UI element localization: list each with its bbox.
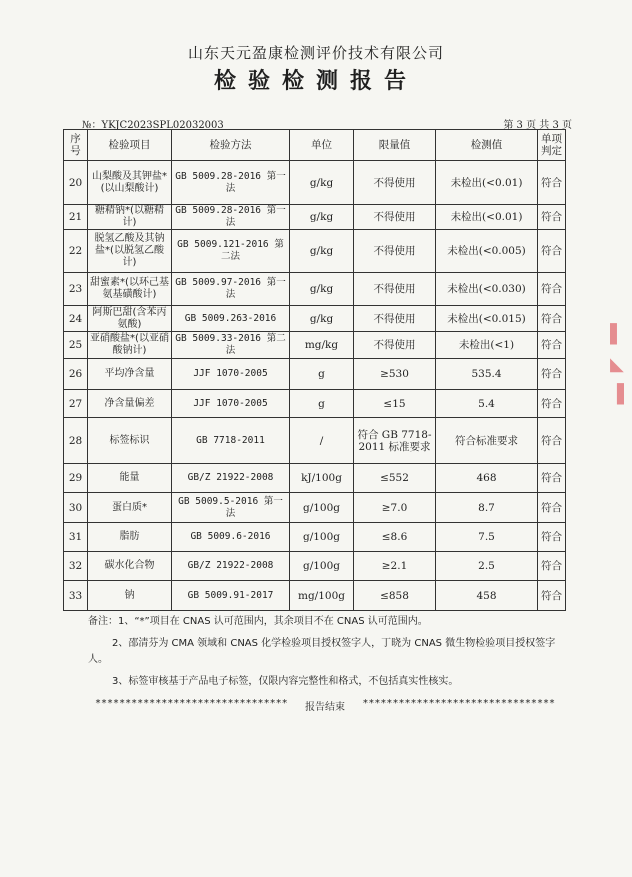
- cell-no: 24: [64, 306, 88, 332]
- table-row: [64, 390, 566, 418]
- cell-verdict: 符合: [538, 418, 566, 464]
- cell-unit: g/kg: [290, 230, 354, 273]
- cell-verdict: 符合: [538, 552, 566, 581]
- cell-limit: ≤8.6: [354, 523, 436, 552]
- header-item: 检验项目: [88, 130, 172, 161]
- page-info: 第 3 页 共 3 页: [503, 120, 572, 131]
- cell-verdict: 符合: [538, 306, 566, 332]
- table-row: [64, 581, 566, 611]
- cell-no: 28: [64, 418, 88, 464]
- note-1: 备注：1、“*”项目在 CNAS 认可范围内，其余项目不在 CNAS 认可范围内。: [88, 616, 428, 627]
- cell-verdict: 符合: [538, 205, 566, 230]
- table-row: [64, 332, 566, 359]
- cell-item: 净含量偏差: [88, 390, 172, 418]
- cell-limit: 不得使用: [354, 161, 436, 205]
- cell-value: 7.5: [436, 523, 538, 552]
- cell-no: 22: [64, 230, 88, 273]
- cell-unit: /: [290, 418, 354, 464]
- stars-left: ********************************: [95, 698, 288, 709]
- table-row: [64, 418, 566, 464]
- cell-method: GB 5009.97-2016 第一法: [172, 273, 290, 306]
- cell-limit: 不得使用: [354, 230, 436, 273]
- cell-method: GB 5009.5-2016 第一法: [172, 493, 290, 523]
- notes: [88, 614, 568, 696]
- header-value: 检测值: [436, 130, 538, 161]
- table-row: [64, 493, 566, 523]
- cell-unit: g/100g: [290, 552, 354, 581]
- cell-value: 535.4: [436, 359, 538, 390]
- cell-verdict: 符合: [538, 581, 566, 611]
- cell-item: 钠: [88, 581, 172, 611]
- cell-item: 亚硝酸盐*(以亚硝酸钠计): [88, 332, 172, 359]
- cell-method: GB 5009.6-2016: [172, 523, 290, 552]
- cell-item: 脂肪: [88, 523, 172, 552]
- cell-value: 2.5: [436, 552, 538, 581]
- cell-no: 31: [64, 523, 88, 552]
- cell-verdict: 符合: [538, 493, 566, 523]
- cell-unit: g/kg: [290, 161, 354, 205]
- cell-no: 27: [64, 390, 88, 418]
- cell-limit: 不得使用: [354, 306, 436, 332]
- cell-unit: g/100g: [290, 493, 354, 523]
- cell-no: 25: [64, 332, 88, 359]
- cell-limit: 不得使用: [354, 273, 436, 306]
- cell-method: GB 5009.28-2016 第一法: [172, 205, 290, 230]
- cell-item: 阿斯巴甜(含苯丙氨酸): [88, 306, 172, 332]
- cell-no: 20: [64, 161, 88, 205]
- header-verdict: 单项判定: [538, 130, 566, 161]
- cell-limit: ≤552: [354, 464, 436, 493]
- cell-value: 符合标准要求: [436, 418, 538, 464]
- cell-value: 未检出(<0.01): [436, 161, 538, 205]
- cell-no: 26: [64, 359, 88, 390]
- table-row: [64, 523, 566, 552]
- cell-no: 30: [64, 493, 88, 523]
- table-row: [64, 161, 566, 205]
- cell-unit: g/100g: [290, 523, 354, 552]
- cell-no: 21: [64, 205, 88, 230]
- cell-limit: ≥7.0: [354, 493, 436, 523]
- table-body: [64, 161, 566, 611]
- cell-item: 脱氢乙酸及其钠盐*(以脱氢乙酸计): [88, 230, 172, 273]
- cell-unit: mg/kg: [290, 332, 354, 359]
- cell-item: 能量: [88, 464, 172, 493]
- table-header-row: [64, 130, 566, 161]
- cell-method: GB 5009.91-2017: [172, 581, 290, 611]
- report-title: 检验检测报告: [213, 69, 418, 94]
- cell-item: 标签标识: [88, 418, 172, 464]
- cell-verdict: 符合: [538, 161, 566, 205]
- cell-limit: ≥2.1: [354, 552, 436, 581]
- cell-value: 8.7: [436, 493, 538, 523]
- cell-value: 未检出(<0.030): [436, 273, 538, 306]
- cell-limit: ≤15: [354, 390, 436, 418]
- header-no: 序号: [64, 130, 88, 161]
- cell-limit: ≤858: [354, 581, 436, 611]
- table-row: [64, 359, 566, 390]
- cell-item: 蛋白质*: [88, 493, 172, 523]
- cell-unit: g/kg: [290, 205, 354, 230]
- header-limit: 限量值: [354, 130, 436, 161]
- cell-verdict: 符合: [538, 230, 566, 273]
- cell-no: 29: [64, 464, 88, 493]
- cell-item: 甜蜜素*(以环己基氨基磺酸计): [88, 273, 172, 306]
- cell-value: 未检出(<0.01): [436, 205, 538, 230]
- cell-value: 未检出(<1): [436, 332, 538, 359]
- cell-no: 23: [64, 273, 88, 306]
- note-2: 2、邵清芬为 CMA 领域和 CNAS 化学检验项目授权签字人，丁晓为 CNAS 微生物检验项目授权签字人。: [88, 638, 556, 665]
- cell-item: 碳水化合物: [88, 552, 172, 581]
- cell-method: JJF 1070-2005: [172, 359, 290, 390]
- organization-name: 山东天元盈康检测评价技术有限公司: [187, 44, 444, 62]
- cell-method: GB 5009.33-2016 第二法: [172, 332, 290, 359]
- note-3: 3、标签审核基于产品电子标签，仅限内容完整性和格式，不包括真实性核实。: [112, 676, 459, 687]
- cell-value: 5.4: [436, 390, 538, 418]
- cell-no: 32: [64, 552, 88, 581]
- cell-unit: kJ/100g: [290, 464, 354, 493]
- cell-verdict: 符合: [538, 332, 566, 359]
- table-row: [64, 205, 566, 230]
- cell-item: 糖精钠*(以糖精计): [88, 205, 172, 230]
- cell-no: 33: [64, 581, 88, 611]
- cell-limit: 符合 GB 7718-2011 标准要求: [354, 418, 436, 464]
- header-method: 检验方法: [172, 130, 290, 161]
- table-row: [64, 552, 566, 581]
- cell-limit: 不得使用: [354, 205, 436, 230]
- seal-stamp-edge: ▌ ◣ ▐: [610, 324, 624, 405]
- cell-limit: ≥530: [354, 359, 436, 390]
- cell-value: 458: [436, 581, 538, 611]
- report-end: [95, 698, 555, 713]
- report-number: №：YKJC2023SPL02032003: [82, 120, 224, 131]
- stars-right: ********************************: [362, 698, 555, 709]
- cell-value: 468: [436, 464, 538, 493]
- report-end-text: 报告结束: [305, 702, 345, 713]
- cell-unit: g: [290, 390, 354, 418]
- table-row: [64, 230, 566, 273]
- cell-item: 山梨酸及其钾盐*(以山梨酸计): [88, 161, 172, 205]
- header-unit: 单位: [290, 130, 354, 161]
- cell-verdict: 符合: [538, 464, 566, 493]
- cell-method: GB 5009.263-2016: [172, 306, 290, 332]
- cell-method: GB 5009.28-2016 第一法: [172, 161, 290, 205]
- table-row: [64, 464, 566, 493]
- cell-method: GB 7718-2011: [172, 418, 290, 464]
- cell-verdict: 符合: [538, 359, 566, 390]
- cell-value: 未检出(<0.005): [436, 230, 538, 273]
- cell-verdict: 符合: [538, 523, 566, 552]
- cell-unit: mg/100g: [290, 581, 354, 611]
- results-table: [63, 129, 566, 611]
- cell-value: 未检出(<0.015): [436, 306, 538, 332]
- cell-unit: g: [290, 359, 354, 390]
- cell-unit: g/kg: [290, 306, 354, 332]
- table-row: [64, 273, 566, 306]
- cell-method: GB 5009.121-2016 第二法: [172, 230, 290, 273]
- cell-unit: g/kg: [290, 273, 354, 306]
- table-row: [64, 306, 566, 332]
- cell-limit: 不得使用: [354, 332, 436, 359]
- cell-method: JJF 1070-2005: [172, 390, 290, 418]
- cell-method: GB/Z 21922-2008: [172, 464, 290, 493]
- cell-item: 平均净含量: [88, 359, 172, 390]
- cell-method: GB/Z 21922-2008: [172, 552, 290, 581]
- cell-verdict: 符合: [538, 273, 566, 306]
- cell-verdict: 符合: [538, 390, 566, 418]
